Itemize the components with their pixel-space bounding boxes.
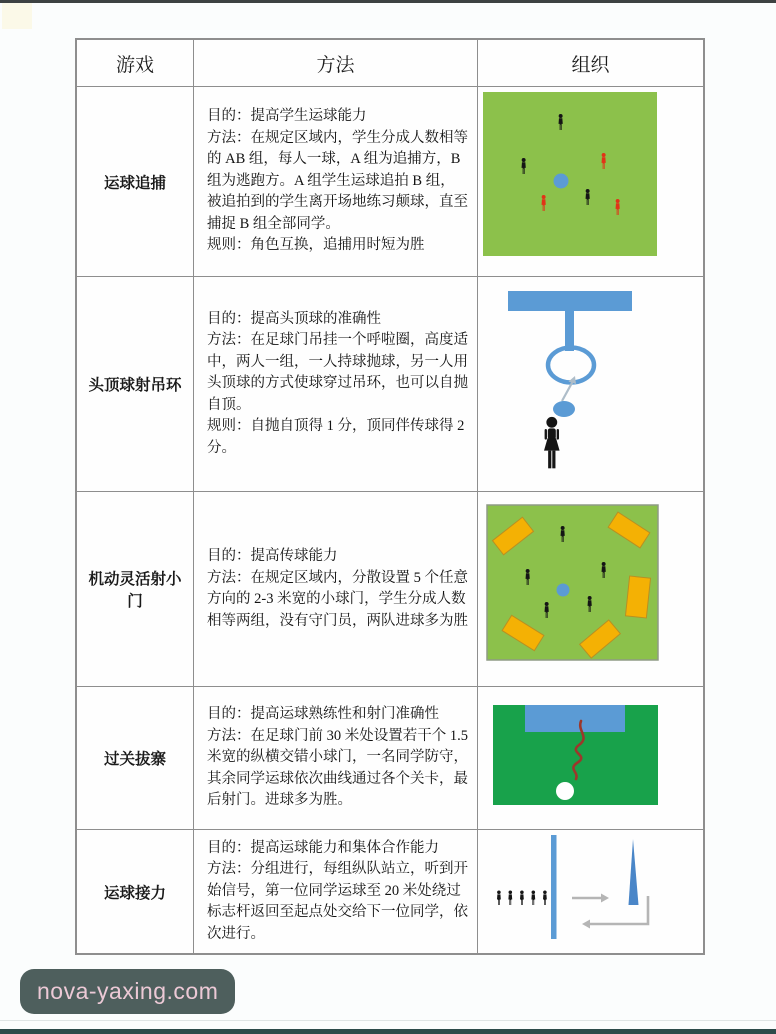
field — [483, 92, 657, 256]
method-line: 方法：在足球门前 30 米处设置若干个 1.5 米宽的纵横交错小球门，一名同学防守，其余同学运球依次曲线通过各个关卡，最后射门。进球多为胜。 — [207, 727, 468, 809]
games-table — [75, 38, 705, 955]
player-icon — [544, 417, 560, 468]
purpose-line: 目的：提高学生运球能力 — [207, 108, 367, 125]
player-icon — [508, 891, 512, 906]
column-header-organization: 组织 — [478, 40, 703, 87]
ball-icon — [556, 782, 574, 800]
forward-arrow-head — [601, 894, 609, 903]
player-icon — [497, 891, 501, 906]
player-icon — [543, 891, 547, 906]
method-cell-dribble-chase — [194, 87, 478, 277]
rule-line: 规则：自抛自顶得 1 分，顶同伴传球得 2 分。 — [207, 418, 465, 456]
goal-post-icon — [565, 311, 574, 351]
method-line: 方法：在规定区域内，学生分成人数相等的 AB 组，每人一球，A 组为追捕方，B 组为逃跑方。A 组学生运球追拍 B 组，被追拍到的学生离开场地练习颠球，直至捕捉 B 组全部同学。 — [207, 129, 468, 232]
purpose-line: 目的：提高运球熟练性和射门准确性 — [207, 706, 439, 723]
watermark-badge: nova-yaxing.com — [20, 969, 235, 1014]
method-line: 方法：在足球门吊挂一个呼啦圈，高度适中，两人一组，一人持球抛球，另一人用头顶球的方式使球穿过吊环，也可以自抛自顶。 — [207, 332, 468, 413]
marker-pole-icon — [629, 839, 639, 905]
top-edge-bar — [0, 0, 776, 3]
hoop-icon — [548, 348, 594, 383]
column-header-game: 游戏 — [77, 40, 194, 87]
game-name-pass-gates: 过关拔寨 — [77, 687, 194, 830]
method-cell-dribble-relay — [194, 830, 478, 953]
organization-diagram-flexible-goals — [478, 492, 703, 687]
bottom-bar — [0, 1029, 776, 1034]
method-line: 方法：在规定区域内，分散设置 5 个任意方向的 2-3 米宽的小球门，学生分成人数相等两组，没有守门员，两队进球多为胜 — [207, 569, 468, 629]
purpose-line: 目的：提高传球能力 — [207, 548, 338, 564]
organization-diagram-dribble-relay — [478, 830, 703, 953]
game-name-heading-hoop: 头顶球射吊环 — [77, 277, 194, 492]
ball-icon — [554, 174, 569, 189]
purpose-line: 目的：提高运球能力和集体合作能力 — [207, 839, 439, 856]
goal-box-icon — [525, 705, 625, 732]
method-cell-heading-hoop — [194, 277, 478, 492]
ball-icon — [557, 584, 570, 597]
column-header-method: 方法 — [194, 40, 478, 87]
game-name-dribble-chase: 运球追捕 — [77, 87, 194, 277]
player-icon — [520, 891, 524, 906]
ball-icon — [553, 401, 575, 417]
organization-diagram-heading-hoop — [478, 277, 703, 492]
return-arrow-icon — [590, 896, 648, 924]
bottom-hairline — [0, 1020, 776, 1021]
corner-highlight — [2, 3, 32, 29]
purpose-line: 目的：提高头顶球的准确性 — [207, 310, 381, 327]
method-line: 方法：分组进行，每组纵队站立，听到开始信号，第一位同学运球至 20 米处绕过标志杆返回至起点处交给下一位同学，依次进行。 — [207, 861, 468, 942]
mini-goal-icon — [625, 576, 650, 618]
return-arrow-head — [582, 920, 590, 929]
organization-diagram-dribble-chase — [478, 87, 703, 277]
game-name-flexible-goals: 机动灵活射小门 — [77, 492, 194, 687]
game-name-dribble-relay: 运球接力 — [77, 830, 194, 953]
method-cell-flexible-goals — [194, 492, 478, 687]
method-cell-pass-gates — [194, 687, 478, 830]
goal-crossbar-icon — [508, 291, 632, 311]
rule-line: 规则：角色互换，追捕用时短为胜 — [207, 237, 425, 254]
start-line-icon — [551, 835, 557, 939]
organization-diagram-pass-gates — [478, 687, 703, 830]
player-icon — [531, 891, 535, 906]
